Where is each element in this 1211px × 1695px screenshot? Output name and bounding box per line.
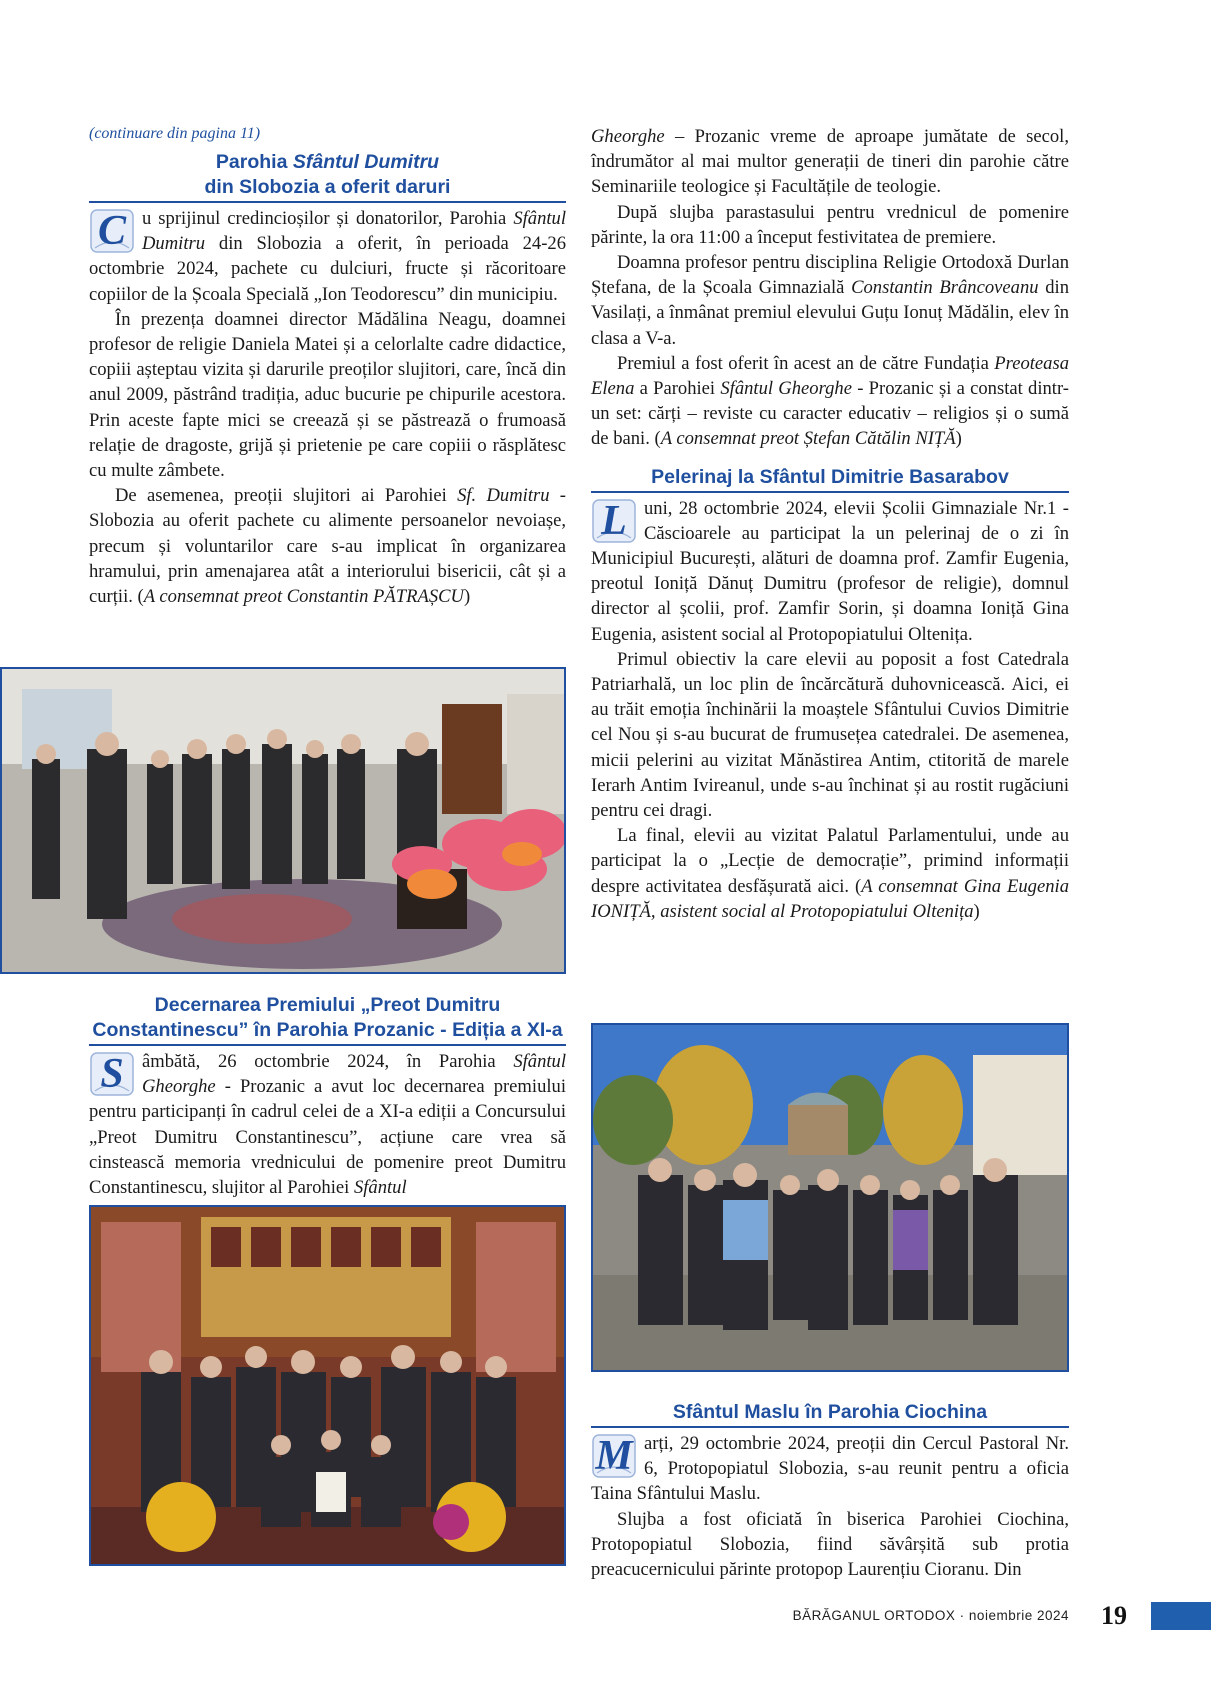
article4-paragraph2: Slujba a fost oficiată în biserica Parohiei Ciochina, Protopopiatul Slobozia, fiind săvârșită sub protia preacucernicului părinte protopop Laurențiu Cioranu. Din <box>591 1508 1069 1581</box>
left-column <box>89 124 566 609</box>
photo-pilgrimage-image <box>593 1025 1067 1370</box>
right-column <box>591 124 1069 924</box>
article1-title: Parohia Sfântul Dumitru din Slobozia a oferit daruri <box>89 150 566 203</box>
continuation-note: (continuare din pagina 11) <box>89 125 261 142</box>
article3-title: Pelerinaj la Sfântul Dimitrie Basarabov <box>591 465 1069 493</box>
article3-paragraph1: L uni, 28 octombrie 2024, elevii Școlii Gimnaziale Nr.1 - Căscioarele au participat la un pelerinaj de o zi în Municipiul București, alături de doamna prof. Zamfir Eugenia, preotul Ioniță Dănuț Dumitru (profesor de religie), domnul director al școlii, prof. Zamfir Sorin, și doamna Ioniță Gina Eugenia, asistent social al Protopopiatului Oltenița. <box>591 497 1069 645</box>
article1-title-italic: Sfântul Dumitru <box>292 151 440 173</box>
article2-paragraph1: S âmbătă, 26 octombrie 2024, în Parohia Sfântul Gheorghe - Prozanic a avut loc decernarea premiului pentru participanți în cadrul celei de a XI-a ediții a Concursului „Preot Dumitru Constantinescu”, acțiune care vrea să cinstească memoria vrednicului de pomenire preot Dumitru Constantinescu, slujitor al Parohiei Sfântul <box>89 1051 566 1199</box>
article1-paragraph3: De asemenea, preoții slujitori ai Parohiei Sf. Dumitru - Slobozia au oferit pachete cu alimente persoanelor nevoiașe, precum și voluntarilor care s-au implicat în organizarea hramului, prin amenajarea atât a interiorului bisericii, cât și a curții. (A consemnat preot Constantin PĂTRAȘCU) <box>89 485 566 608</box>
drop-cap: C <box>89 208 135 254</box>
article1-paragraph1: C u sprijinul credincioșilor și donatorilor, Parohia Sfântul Dumitru din Slobozia a oferit, în perioada 24-26 octombrie 2024, pachete cu dulciuri, fructe și răcoritoare copiilor de la Școala Specială „Ion Teodorescu” din municipiu. <box>89 208 566 305</box>
article2-continuation: Gheorghe – Prozanic vreme de aproape jumătate de secol, îndrumător al mai multor generații de tineri din parohie către Seminariile teologice și Facultățile de teologie. <box>591 126 1069 198</box>
photo-pilgrimage <box>591 1023 1069 1372</box>
drop-cap: S <box>89 1051 135 1097</box>
photo-award-ceremony <box>89 1205 566 1566</box>
photo-school-gifts-image <box>2 669 564 972</box>
drop-cap: M <box>591 1433 637 1479</box>
article1-title-line2: din Slobozia a oferit daruri <box>204 176 451 198</box>
article2-paragraph2: După slujba parastasului pentru vrednicul de pomenire părinte, la ora 11:00 a început festivitatea de premiere. <box>591 201 1069 248</box>
article4-paragraph1: M arți, 29 octombrie 2024, preoții din Cercul Pastoral Nr. 6, Protopopiatul Slobozia, s-au reunit pentru a oficia Taina Sfântului Maslu. <box>591 1433 1069 1505</box>
footer-accent-bar <box>1151 1602 1211 1630</box>
photo-school-gifts <box>0 667 566 974</box>
magazine-title: BĂRĂGANUL ORTODOX · noiembrie 2024 <box>792 1608 1069 1623</box>
article2 <box>89 993 566 1200</box>
article4-title: Sfântul Maslu în Parohia Ciochina <box>591 1400 1069 1428</box>
article3-paragraph3: La final, elevii au vizitat Palatul Parlamentului, unde au participat la o „Lecție de democrație”, primind informații despre activitatea desfășurată aici. (A consemnat Gina Eugenia IONIȚĂ, asistent social al Protopopiatului Oltenița) <box>591 825 1069 922</box>
article2-paragraph3: Doamna profesor pentru disciplina Religie Ortodoxă Durlan Ștefana, de la Școala Gimnazială Constantin Brâncoveanu din Vasilați, a înmânat premiul elevului Guțu Ionuț Mădălin, elev în clasa a V-a. <box>591 252 1069 349</box>
drop-cap: L <box>591 498 637 544</box>
article3-paragraph2: Primul obiectiv la care elevii au poposit a fost Catedrala Patriarhală, un loc plin de încărcătură duhovnicească. Aici, ei au trăit emoția închinării la moaștele Sfântului Cuvios Dimitrie cel Nou și s-au bucurat de frumusețea catedralei. De asemenea, micii pelerini au vizitat Mănăstirea Antim, ctitorită de marele Ierarh Antim Ivireanul, unde s-au închinat și au rostit rugăciuni pentru cei dragi. <box>591 648 1069 822</box>
photo-award-ceremony-image <box>91 1207 564 1564</box>
page-footer <box>0 1602 1211 1630</box>
article2-paragraph4: Premiul a fost oferit în acest an de către Fundația Preoteasa Elena a Parohiei Sfântul Gheorghe - Prozanic și a constat dintr-un set: cărți – reviste cu caracter educativ – religios și o sumă de bani. (A consemnat preot Ștefan Cătălin NIȚĂ) <box>591 352 1069 450</box>
page-number: 19 <box>1101 1601 1127 1630</box>
article2-title: Decernarea Premiului „Preot Dumitru Constantinescu” în Parohia Prozanic - Ediția a XI-a <box>89 993 566 1046</box>
article1-paragraph2: În prezența doamnei director Mădălina Neagu, doamnei profesor de religie Daniela Matei și a celorlalte cadre didactice, copiii așteptau vizita și darurile preoților slujitori, care, încă din anul 2009, păstrând tradiția, aduc bucurie pe chipurile acestora. Prin aceste fapte mici se creează și se păstrează o frumoasă relație de dragoste, grijă și prietenie pe care copiii o răsplătesc cu multe zâmbete. <box>89 308 566 482</box>
article4 <box>591 1400 1069 1582</box>
